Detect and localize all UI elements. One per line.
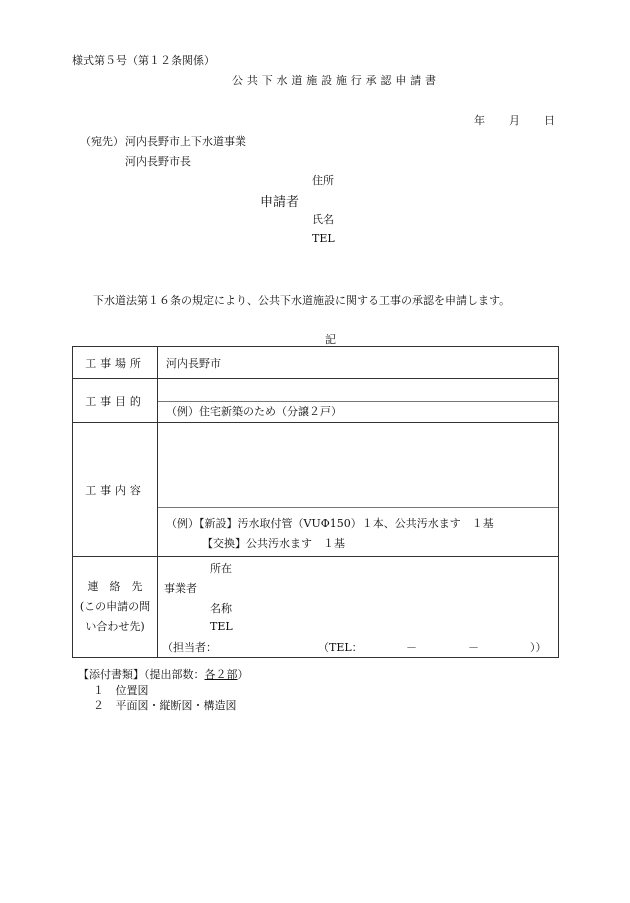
contact-label-1: 連 絡 先 xyxy=(87,580,143,593)
copies-prefix: （提出部数： xyxy=(144,668,205,681)
location-value: 河内長野市 xyxy=(166,356,221,370)
content-cell xyxy=(158,423,559,557)
date-month: 月 xyxy=(509,114,520,127)
attachment-text-2: 平面図・縦断図・構造図 xyxy=(115,699,237,712)
application-table xyxy=(72,346,559,658)
contact-person-tel: （TEL： xyxy=(318,641,363,654)
attachment-item-1 xyxy=(93,682,149,698)
ki-label: 記 xyxy=(325,333,336,346)
date-year: 年 xyxy=(474,114,485,127)
addressee-prefix: （宛先） xyxy=(80,135,124,148)
attachment-num-1: １ xyxy=(93,684,104,697)
contact-close: ）） xyxy=(530,641,547,654)
location-label-cell: 工事場所 xyxy=(73,347,158,379)
addressee-line2: 河内長野市長 xyxy=(125,155,191,168)
location-value-cell xyxy=(158,347,559,379)
form-number: 様式第５号（第１２条関係） xyxy=(72,54,215,67)
purpose-label-cell: 工事目的 xyxy=(73,379,158,423)
contact-name: 名称 xyxy=(210,602,232,615)
copies-suffix: ） xyxy=(237,668,249,681)
attachment-text-1: 位置図 xyxy=(115,684,149,697)
attachment-item-2 xyxy=(93,697,237,713)
contact-dash-1: － xyxy=(406,641,417,654)
contact-person: （担当者： xyxy=(162,641,217,654)
applicant-name: 氏名 xyxy=(312,213,334,226)
copies-value: 各２部 xyxy=(204,668,238,681)
contact-dash-2: － xyxy=(468,641,479,654)
attachment-num-2: ２ xyxy=(93,699,104,712)
applicant-label: 申請者 xyxy=(260,195,300,210)
content-example-2: 【交換】公共汚水ます １基 xyxy=(202,537,345,550)
applicant-tel: TEL xyxy=(312,232,335,245)
contact-address: 所在 xyxy=(210,562,232,575)
purpose-example: （例）住宅新築のため（分譲２戸） xyxy=(158,401,558,422)
contact-cell xyxy=(158,557,559,658)
addressee-line1: 河内長野市上下水道事業 xyxy=(125,135,246,148)
document-title: 公共下水道施設施行承認申請書 xyxy=(232,74,440,87)
body-text: 下水道法第１６条の規定により、公共下水道施設に関する工事の承認を申請します。 xyxy=(93,294,511,307)
content-label-cell: 工事内容 xyxy=(73,423,158,557)
purpose-cell xyxy=(158,379,559,423)
contact-label-cell xyxy=(73,557,158,658)
contact-label-3: い合わせ先) xyxy=(85,620,145,633)
date-day: 日 xyxy=(544,114,555,127)
attachments-line xyxy=(78,666,249,682)
contact-label-2: (この申請の問 xyxy=(79,600,151,613)
contact-business: 事業者 xyxy=(164,582,197,595)
content-example-1: （例）【新設】汚水取付管（VUΦ150）１本、公共汚水ます １基 xyxy=(166,517,494,530)
attachments-header: 【添付書類】 xyxy=(78,668,144,681)
applicant-address: 住所 xyxy=(312,174,334,187)
contact-tel: TEL xyxy=(210,620,233,633)
